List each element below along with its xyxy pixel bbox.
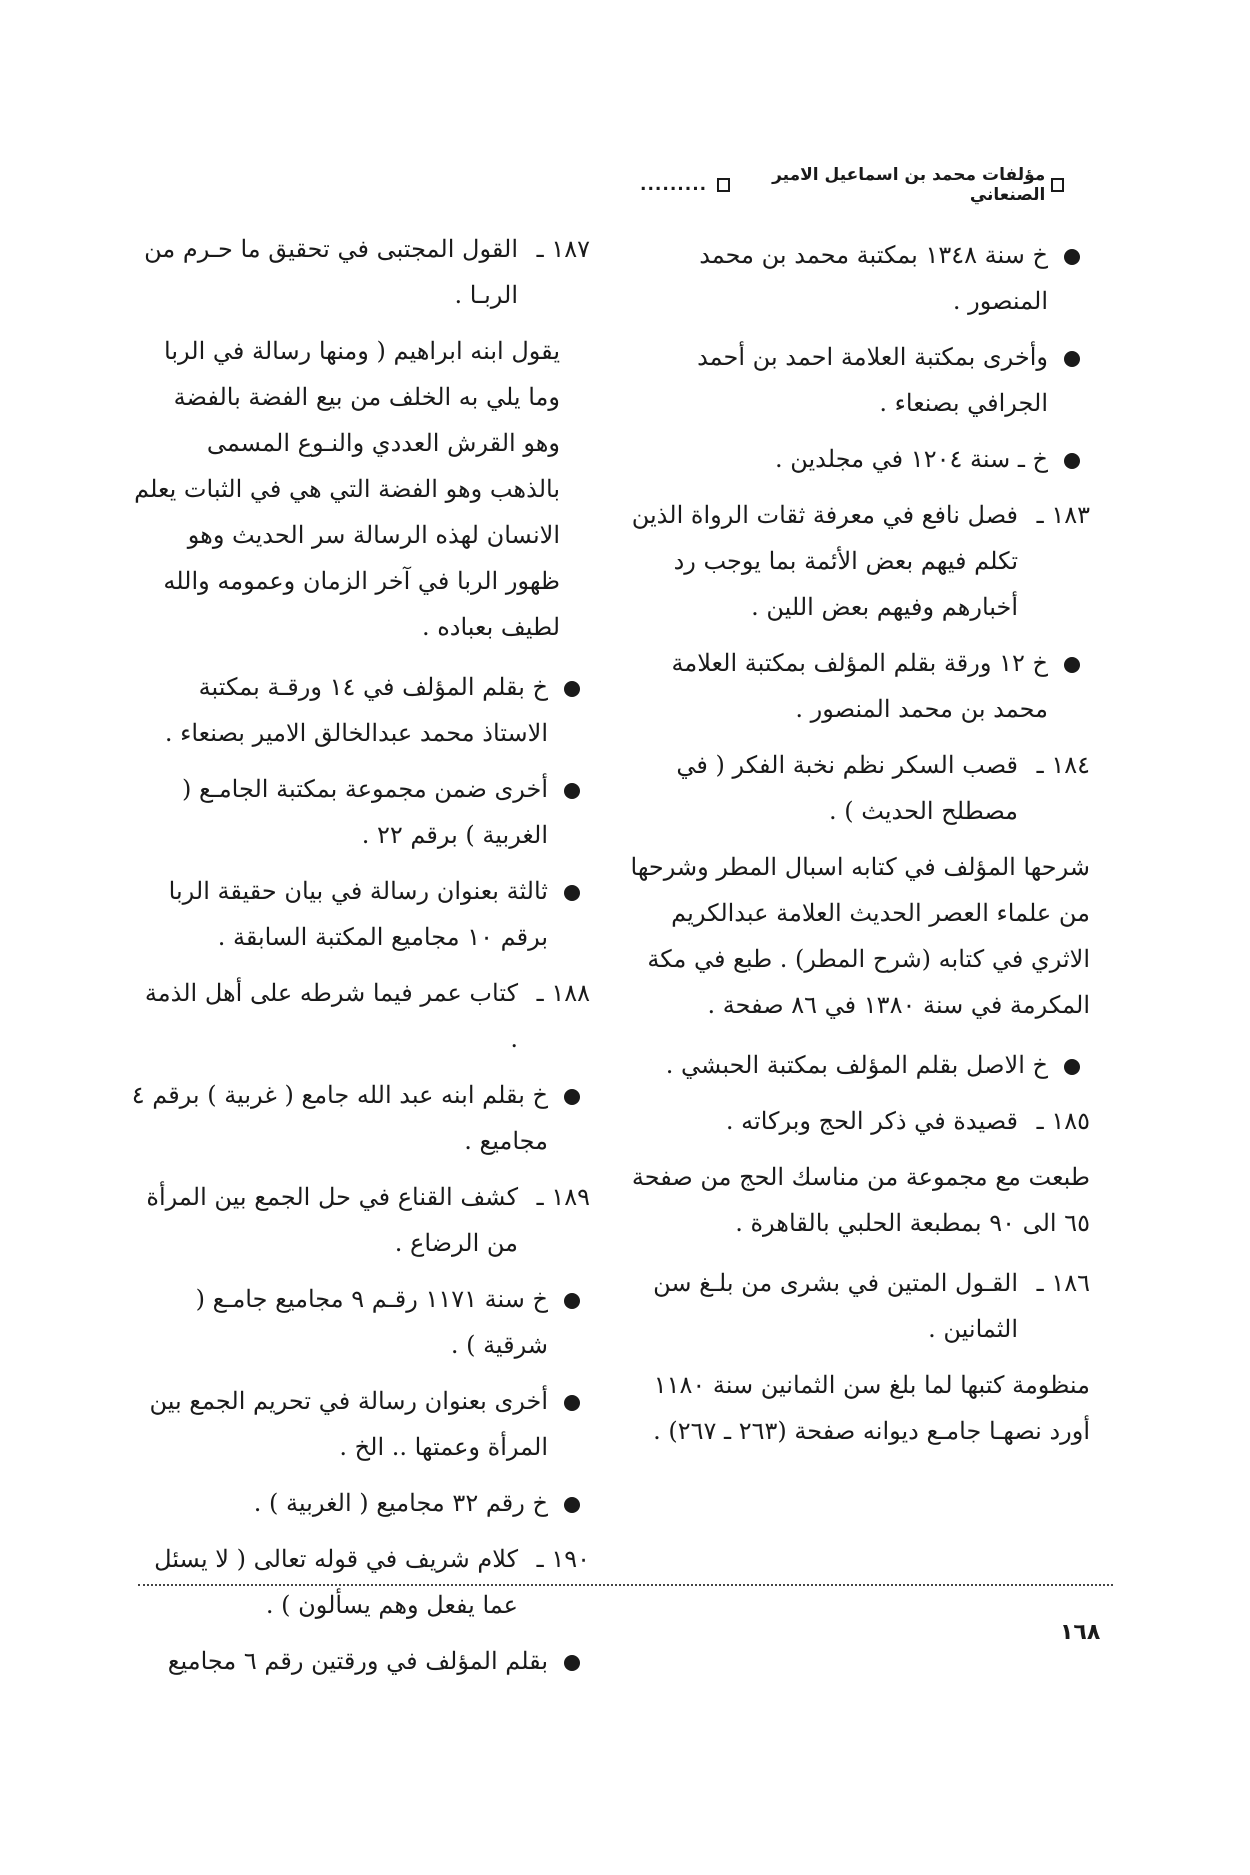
note-text: أخرى ضمن مجموعة بمكتبة الجامـع ( الغربية ) برقم ٢٢ . <box>182 775 548 849</box>
bullet-icon <box>564 1395 580 1411</box>
description-paragraph: شرحها المؤلف في كتابه اسبال المطر وشرحها من علماء العصر الحديث العلامة عبدالكريم الاثري في كتابه (شرح المطر) . طبع في مكة المكرمة في سنة ١٣٨٠ في ٨٦ صفحة . <box>630 853 1090 1019</box>
entry-title: كلام شريف في قوله تعالى ( لا يسئل عما يفعل وهم يسألون ) . <box>154 1545 518 1619</box>
entry-number: ١٨٨ ـ <box>536 979 590 1007</box>
catalog-entry <box>130 226 590 318</box>
bullet-icon <box>564 783 580 799</box>
page-number: ١٦٨ <box>1060 1620 1101 1645</box>
entry-title: القـول المتين في بشرى من بلـغ سن الثمانين . <box>653 1269 1018 1343</box>
holding-note <box>630 334 1090 426</box>
note-text: أخرى بعنوان رسالة في تحريم الجمع بين المرأة وعمتها .. الخ . <box>149 1387 548 1461</box>
bullet-icon <box>564 885 580 901</box>
note-text: خ رقم ٣٢ مجاميع ( الغربية ) . <box>253 1489 548 1517</box>
catalog-entry <box>630 1260 1090 1352</box>
entry-title: قصيدة في ذكر الحج وبركاته . <box>725 1107 1018 1135</box>
entry-number: ١٨٦ ـ <box>1036 1269 1090 1297</box>
bullet-icon <box>1064 453 1080 469</box>
bullet-icon <box>564 1497 580 1513</box>
footer-divider <box>138 1584 1113 1586</box>
holding-note <box>130 1480 590 1526</box>
catalog-entry <box>130 1174 590 1266</box>
holding-note <box>130 766 590 858</box>
note-text: خ ـ سنة ١٢٠٤ في مجلدين . <box>774 445 1048 473</box>
note-text: خ ١٢ ورقة بقلم المؤلف بمكتبة العلامة محمد بن محمد المنصور . <box>671 649 1048 723</box>
note-text: وأخرى بمكتبة العلامة احمد بن أحمد الجرافي بصنعاء . <box>697 343 1048 417</box>
running-header <box>640 165 1070 205</box>
left-column <box>130 226 590 1694</box>
description-paragraph: طبعت مع مجموعة من مناسك الحج من صفحة ٦٥ الى ٩٠ بمطبعة الحلبي بالقاهرة . <box>631 1163 1090 1237</box>
catalog-entry <box>630 492 1090 630</box>
catalog-entry <box>130 970 590 1062</box>
header-title: مؤلفات محمد بن اسماعيل الامير الصنعاني <box>772 165 1046 205</box>
right-column <box>630 232 1090 1468</box>
holding-note <box>130 1072 590 1164</box>
note-text: بقلم المؤلف في ورقتين رقم ٦ مجاميع <box>167 1647 548 1675</box>
square-ornament-icon <box>717 178 730 192</box>
note-text: خ سنة ١١٧١ رقـم ٩ مجاميع جامـع ( شرقية ) . <box>195 1285 548 1359</box>
holding-note <box>130 664 590 756</box>
entry-number: ١٨٥ ـ <box>1036 1107 1090 1135</box>
catalog-entry <box>630 742 1090 834</box>
note-text: خ بقلم ابنه عبد الله جامع ( غربية ) برقم ٤ مجاميع . <box>131 1081 548 1155</box>
bullet-icon <box>1064 351 1080 367</box>
entry-title: فصل نافع في معرفة ثقات الرواة الذين تكلم فيهم بعض الأئمة بما يوجب رد أخبارهم وفيهم بعض اللين . <box>631 501 1018 621</box>
entry-title: قصب السكر نظم نخبة الفكر ( في مصطلح الحديث ) . <box>676 751 1018 825</box>
bullet-icon <box>1064 1059 1080 1075</box>
bullet-icon <box>564 1089 580 1105</box>
note-text: خ بقلم المؤلف في ١٤ ورقـة بمكتبة الاستاذ محمد عبدالخالق الامير بصنعاء . <box>164 673 548 747</box>
description-paragraph: يقول ابنه ابراهيم ( ومنها رسالة في الربا وما يلي به الخلف من بيع الفضة بالفضة وهو القرش العددي والنـوع المسمى بالذهب وهو الفضة التي هي في الثبات يعلم الانسان لهذه الرسالة سر الحديث وهو ظهور الربا في آخر الزمان وعمومه والله لطيف بعباده . <box>134 337 560 641</box>
entry-number: ١٩٠ ـ <box>536 1545 590 1573</box>
square-ornament-icon <box>1051 178 1064 192</box>
catalog-entry <box>130 1536 590 1628</box>
bullet-icon <box>1064 249 1080 265</box>
holding-note <box>130 1638 590 1684</box>
holding-note <box>630 1042 1090 1088</box>
holding-note <box>630 640 1090 732</box>
holding-note <box>630 436 1090 482</box>
bullet-icon <box>564 1293 580 1309</box>
entry-title: كشف القناع في حل الجمع بين المرأة من الرضاع . <box>146 1183 518 1257</box>
entry-number: ١٨٤ ـ <box>1036 751 1090 779</box>
entry-number: ١٨٧ ـ <box>536 235 590 263</box>
header-dots: ......... <box>640 175 708 195</box>
note-text: خ سنة ١٣٤٨ بمكتبة محمد بن محمد المنصور . <box>699 241 1048 315</box>
description-paragraph: منظومة كتبها لما بلغ سن الثمانين سنة ١١٨٠ أورد نصهـا جامـع ديوانه صفحة (٢٦٣ ـ ٢٦٧) . <box>653 1371 1090 1445</box>
entry-title: كتاب عمر فيما شرطه على أهل الذمة . <box>144 979 518 1053</box>
bullet-icon <box>1064 657 1080 673</box>
holding-note <box>130 868 590 960</box>
entry-number: ١٨٣ ـ <box>1036 501 1090 529</box>
note-text: خ الاصل بقلم المؤلف بمكتبة الحبشي . <box>665 1051 1048 1079</box>
holding-note <box>630 232 1090 324</box>
bullet-icon <box>564 1655 580 1671</box>
catalog-entry <box>630 1098 1090 1144</box>
holding-note <box>130 1276 590 1368</box>
entry-number: ١٨٩ ـ <box>536 1183 590 1211</box>
holding-note <box>130 1378 590 1470</box>
entry-title: القول المجتبى في تحقيق ما حـرم من الربـا . <box>144 235 518 309</box>
note-text: ثالثة بعنوان رسالة في بيان حقيقة الربا برقم ١٠ مجاميع المكتبة السابقة . <box>168 877 548 951</box>
bullet-icon <box>564 681 580 697</box>
